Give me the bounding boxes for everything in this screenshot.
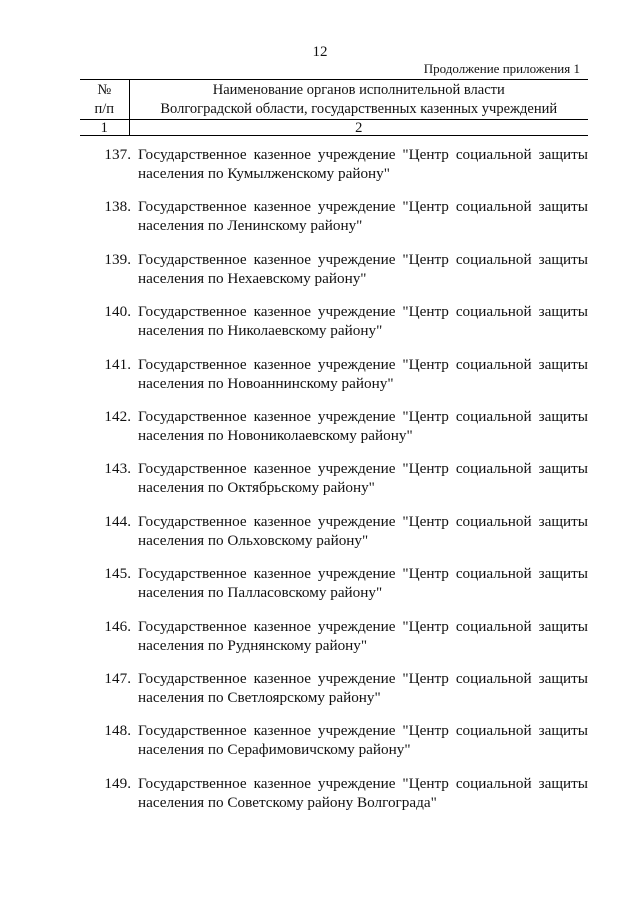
item-text-line-2: населения по Нехаевскому району" <box>138 269 367 287</box>
item-number: 149. <box>104 774 131 792</box>
item-number: 145. <box>104 565 131 583</box>
item-number: 141. <box>104 355 131 373</box>
name-column-header <box>129 80 588 120</box>
item-text-line-2: населения по Ольховскому району" <box>138 531 369 549</box>
item-text-line-2: населения по Новониколаевскому району" <box>138 427 413 444</box>
item-number: 143. <box>104 460 131 478</box>
item-text-line-2: населения по Серафимовичскому району" <box>138 741 411 759</box>
item-number: 140. <box>104 303 131 321</box>
item-text-line-1: Государственное казенное учреждение "Центр социальной защиты <box>138 565 588 583</box>
item-number: 137. <box>104 146 131 163</box>
item-text-line-2: населения по Руднянскому району" <box>138 636 368 654</box>
item-text-line-2: населения по Николаевскому району" <box>138 322 383 340</box>
item-text-line-1: Государственное казенное учреждение "Центр социальной защиты <box>138 408 588 425</box>
name-header-line-2: Волгоградской области, государственных казенных учреждений <box>160 100 558 117</box>
item-text-line-1: Государственное казенное учреждение "Центр социальной защиты <box>138 303 588 321</box>
item-text-line-2: населения по Новоаннинскому району" <box>138 374 394 392</box>
item-text-line-2: населения по Кумылженскому району" <box>138 165 390 182</box>
continuation-label: Продолжение приложения 1 <box>423 61 580 76</box>
column-number-row <box>80 120 588 136</box>
item-number: 142. <box>104 408 131 425</box>
item-text-line-1: Государственное казенное учреждение "Центр социальной защиты <box>138 460 588 478</box>
item-text-line-1: Государственное казенное учреждение "Центр социальной защиты <box>138 146 588 163</box>
item-text-line-1: Государственное казенное учреждение "Центр социальной защиты <box>138 774 588 792</box>
item-number: 138. <box>104 198 131 216</box>
name-header-line-1: Наименование органов исполнительной власти <box>212 81 505 98</box>
header-table <box>80 79 588 136</box>
item-number: 139. <box>104 250 131 268</box>
column-number-1: 1 <box>80 120 129 136</box>
item-number: 144. <box>104 512 131 530</box>
item-text-line-2: населения по Светлоярскому району" <box>138 689 381 706</box>
table-header-row <box>80 80 588 120</box>
item-text-line-2: населения по Палласовскому району" <box>138 584 383 602</box>
item-text-line-1: Государственное казенное учреждение "Центр социальной защиты <box>138 198 588 216</box>
item-text-line-1: Государственное казенное учреждение "Центр социальной защиты <box>138 617 588 635</box>
number-column-header <box>80 80 129 120</box>
item-number: 148. <box>104 722 131 740</box>
item-text-line-1: Государственное казенное учреждение "Центр социальной защиты <box>138 512 588 530</box>
item-text-line-1: Государственное казенное учреждение "Центр социальной защиты <box>138 355 588 373</box>
item-number: 146. <box>104 617 131 635</box>
page-number: 12 <box>312 44 328 60</box>
column-number-2: 2 <box>129 120 588 136</box>
item-text-line-1: Государственное казенное учреждение "Центр социальной защиты <box>138 670 588 687</box>
item-text-line-1: Государственное казенное учреждение "Центр социальной защиты <box>138 722 588 740</box>
item-text-line-2: населения по Ленинскому району" <box>138 217 363 235</box>
number-abbreviation: п/п <box>94 100 115 117</box>
item-number: 147. <box>104 670 131 687</box>
number-symbol: № <box>97 81 112 98</box>
item-text-line-2: населения по Октябрьскому району" <box>138 479 375 497</box>
item-text-line-1: Государственное казенное учреждение "Центр социальной защиты <box>138 250 588 268</box>
item-text-line-2: населения по Советскому району Волгограда" <box>138 793 437 811</box>
